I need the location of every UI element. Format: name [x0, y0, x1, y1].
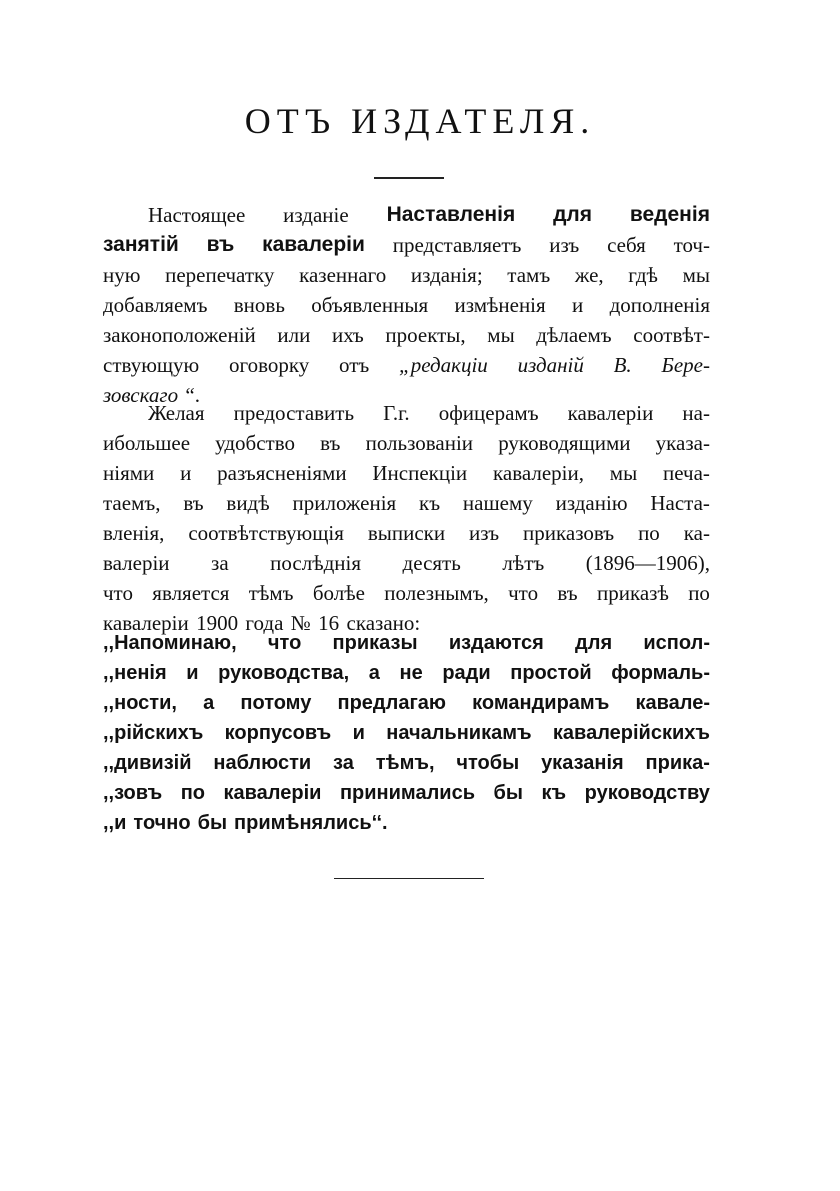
word: точ- [673, 233, 710, 257]
paragraph-1-line [103, 350, 710, 380]
word: болѣе [312, 581, 365, 605]
word: точно [133, 812, 191, 834]
word: примѣнялись‘‘. [234, 812, 388, 834]
word: сказано: [346, 611, 421, 635]
word: тѣмъ, [375, 752, 435, 774]
word: ,,и [103, 812, 127, 834]
word: лѣтъ [502, 551, 545, 575]
word: прика- [645, 752, 710, 774]
word: Настоящее [148, 203, 246, 227]
word: начальникамъ [386, 722, 532, 744]
word: занятій [103, 233, 179, 256]
word: веденія [629, 203, 710, 226]
word: не [399, 662, 423, 684]
word: валеріи [103, 551, 170, 575]
quote-paragraph-line [103, 658, 710, 688]
word: ка- [683, 521, 710, 545]
word: къ [419, 491, 441, 515]
end-divider [334, 878, 484, 879]
title-divider [374, 177, 444, 179]
word: кавалеріи [223, 782, 322, 804]
word: изданій [517, 353, 584, 377]
word: по [180, 782, 205, 804]
word: законоположеній [103, 323, 256, 347]
word: удобство [215, 431, 295, 455]
word: разъясненіями [217, 461, 347, 485]
paragraph-2-line [148, 398, 710, 428]
word: изданію [555, 491, 628, 515]
word: принимались [339, 782, 476, 804]
word: за [211, 551, 229, 575]
word: себя [607, 233, 646, 257]
word: простой [510, 662, 592, 684]
word: ,,дивизій [103, 752, 192, 774]
word: руководства, [218, 662, 350, 684]
quote-paragraph-line [103, 748, 710, 778]
word: изъ [469, 521, 500, 545]
word: предоставить [233, 401, 355, 425]
paragraph-1-line [103, 320, 710, 350]
word: Наставленія [386, 203, 516, 226]
word: зовскаго [103, 383, 179, 407]
word: Г.г. [383, 401, 410, 425]
paragraph-1-line [103, 290, 710, 320]
word: соотвѣт- [633, 323, 710, 347]
word: ную [103, 263, 141, 287]
quote-paragraph-line [103, 688, 710, 718]
word: наблюсти [213, 752, 312, 774]
word: перепечатку [165, 263, 275, 287]
word: года [245, 611, 284, 635]
word: приказы [332, 632, 418, 654]
word: кавалеріи, [493, 461, 584, 485]
word: и [352, 722, 365, 744]
word: В. [613, 353, 632, 377]
word: командирамъ [472, 692, 610, 714]
word: ,,ненія [103, 662, 167, 684]
word: проекты, [385, 323, 466, 347]
paragraph-1-line [148, 200, 710, 230]
word: приказѣ [596, 581, 669, 605]
word: Бере- [661, 353, 710, 377]
word: по [638, 521, 660, 545]
word: формаль- [611, 662, 710, 684]
word: кавалеріи [103, 611, 189, 635]
word: казеннаго [299, 263, 387, 287]
word: для [575, 632, 613, 654]
word: что [508, 581, 539, 605]
word: за [333, 752, 354, 774]
word: оговорку [229, 353, 310, 377]
word: корпусовъ [224, 722, 332, 744]
word: № [290, 611, 311, 635]
paragraph-2-line [103, 488, 710, 518]
word: кавалеріи [567, 401, 654, 425]
word: дополненія [609, 293, 710, 317]
word: бы [493, 782, 523, 804]
word: тамъ [507, 263, 551, 287]
word: а [368, 662, 380, 684]
word: гдѣ [628, 263, 658, 287]
quote-paragraph-line [103, 718, 710, 748]
word: десять [402, 551, 461, 575]
paragraph-2-line [103, 518, 710, 548]
word: (1896—1906), [585, 551, 710, 575]
word: руководящими [498, 431, 631, 455]
word: таемъ, [103, 491, 161, 515]
word: выписки [367, 521, 446, 545]
word: послѣднія [270, 551, 362, 575]
word: а [203, 692, 215, 714]
paragraph-2-line [103, 428, 710, 458]
word: “. [185, 383, 200, 407]
word: объявленныя [311, 293, 429, 317]
word: указа- [655, 431, 710, 455]
word: изданіе [283, 203, 349, 227]
word: по [688, 581, 710, 605]
word: „редакціи [399, 353, 488, 377]
word: кавалерійскихъ [552, 722, 710, 744]
word: нашему [462, 491, 533, 515]
word: представляетъ [392, 233, 522, 257]
word: и [572, 293, 584, 317]
word: кавале- [635, 692, 710, 714]
word: и [180, 461, 192, 485]
word: дѣлаемъ [536, 323, 612, 347]
paragraph-2-line [103, 548, 710, 578]
word: соотвѣтствующія [188, 521, 344, 545]
paragraph-1-line [103, 230, 710, 260]
word: Наста- [650, 491, 710, 515]
word: является [152, 581, 230, 605]
word: мы [609, 461, 638, 485]
word: ,,зовъ [103, 782, 163, 804]
word: предлагаю [337, 692, 446, 714]
word: ради [442, 662, 491, 684]
word: для [553, 203, 592, 226]
word: вленія, [103, 521, 165, 545]
word: мы [487, 323, 515, 347]
word: издаются [448, 632, 544, 654]
word: ,,рійскихъ [103, 722, 204, 744]
word: въ [320, 431, 341, 455]
word: ,,ности, [103, 692, 177, 714]
quote-paragraph-line [103, 808, 710, 838]
word: вновь [233, 293, 285, 317]
word: ніями [103, 461, 155, 485]
quote-paragraph-line [103, 778, 710, 808]
word: бы [197, 812, 228, 834]
word: изъ [549, 233, 580, 257]
word: на- [682, 401, 710, 425]
word: Желая [148, 401, 205, 425]
word: въ [557, 581, 578, 605]
page-title: ОТЪ ИЗДАТЕЛЯ. [244, 101, 596, 141]
word: чтобы [456, 752, 520, 774]
word: что [103, 581, 133, 605]
word: или [277, 323, 311, 347]
word: руководству [584, 782, 710, 804]
word: кавалеріи [262, 233, 365, 256]
word: приказовъ [523, 521, 615, 545]
paragraph-1-line [103, 260, 710, 290]
word: тѣмъ [248, 581, 294, 605]
word: 16 [318, 611, 340, 635]
paragraph-2-line [103, 578, 710, 608]
word: измѣненія [454, 293, 546, 317]
word: къ [541, 782, 567, 804]
word: видѣ [226, 491, 270, 515]
word: ихъ [331, 323, 364, 347]
word: офицерамъ [438, 401, 539, 425]
word: ибольшее [103, 431, 191, 455]
word: въ [183, 491, 204, 515]
word: въ [206, 233, 235, 256]
word: добавляемъ [103, 293, 208, 317]
word: ,,Напоминаю, [103, 632, 237, 654]
word: 1900 [196, 611, 239, 635]
word: пользованіи [365, 431, 474, 455]
word: потому [240, 692, 312, 714]
word: указанія [541, 752, 624, 774]
word: Инспекціи [372, 461, 468, 485]
paragraph-2-line [103, 458, 710, 488]
word: что [267, 632, 302, 654]
word: мы [682, 263, 710, 287]
word: же, [574, 263, 604, 287]
word: и [186, 662, 199, 684]
quote-paragraph-line [103, 628, 710, 658]
word: приложенія [292, 491, 397, 515]
word: отъ [339, 353, 370, 377]
word: испол- [643, 632, 710, 654]
word: печа- [663, 461, 710, 485]
word: изданія; [410, 263, 483, 287]
word: ствующую [103, 353, 200, 377]
word: полезнымъ, [384, 581, 489, 605]
